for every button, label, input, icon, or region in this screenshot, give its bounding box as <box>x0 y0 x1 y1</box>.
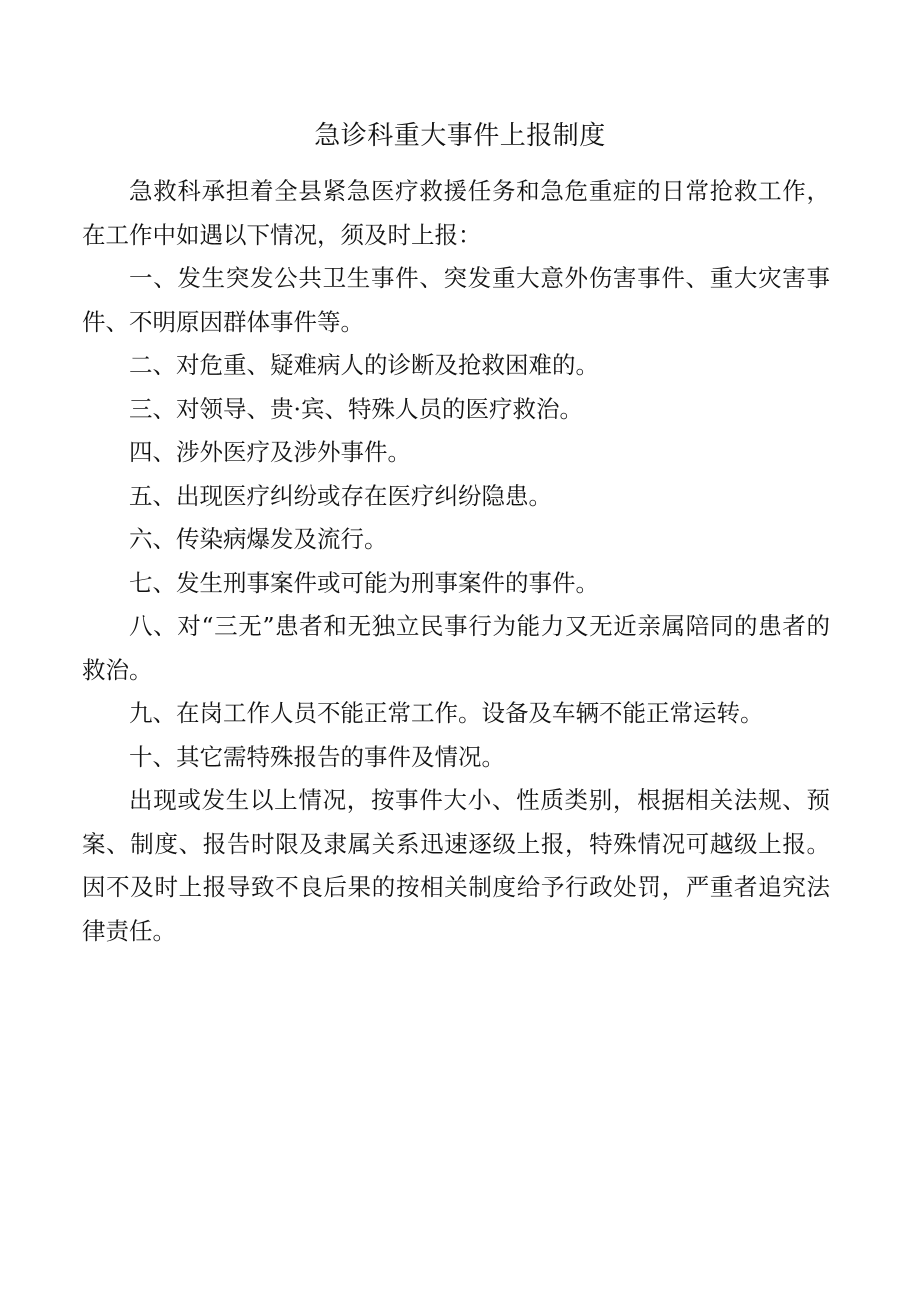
document-title: 急诊科重大事件上报制度 <box>314 121 606 151</box>
intro-paragraph: 急救科承担着全县紧急医疗救援任务和急危重症的日常抢救工作，在工作中如遇以下情况，须及时上报： <box>82 177 830 249</box>
list-item-2: 二、对危重、疑难病人的诊断及抢救困难的。 <box>129 351 599 379</box>
list-item-6: 六、传染病爆发及流行。 <box>129 525 388 553</box>
list-item-1: 一、发生突发公共卫生事件、突发重大意外伤害事件、重大灾害事件、不明原因群体事件等。 <box>82 264 830 336</box>
list-item-4: 四、涉外医疗及涉外事件。 <box>129 438 411 466</box>
closing-paragraph: 出现或发生以上情况，按事件大小、性质类别，根据相关法规、预案、制度、报告时限及隶属关系迅速逐级上报，特殊情况可越级上报。因不及时上报导致不良后果的按相关制度给予行政处罚，严重者追究法律责任。 <box>82 786 830 945</box>
list-item-5: 五、出现医疗纠纷或存在医疗纠纷隐患。 <box>129 481 552 510</box>
list-item-10: 十、其它需特殊报告的事件及情况。 <box>129 742 505 771</box>
list-item-9: 九、在岗工作人员不能正常工作。设备及车辆不能正常运转。 <box>129 699 764 727</box>
list-item-3: 三、对领导、贵·宾、特殊人员的医疗救治。 <box>129 394 583 423</box>
list-item-7: 七、发生刑事案件或可能为刑事案件的事件。 <box>129 568 599 597</box>
list-item-8: 八、对“三无”患者和无独立民事行为能力又无近亲属陪同的患者的救治。 <box>82 612 830 684</box>
document-body <box>82 170 830 953</box>
